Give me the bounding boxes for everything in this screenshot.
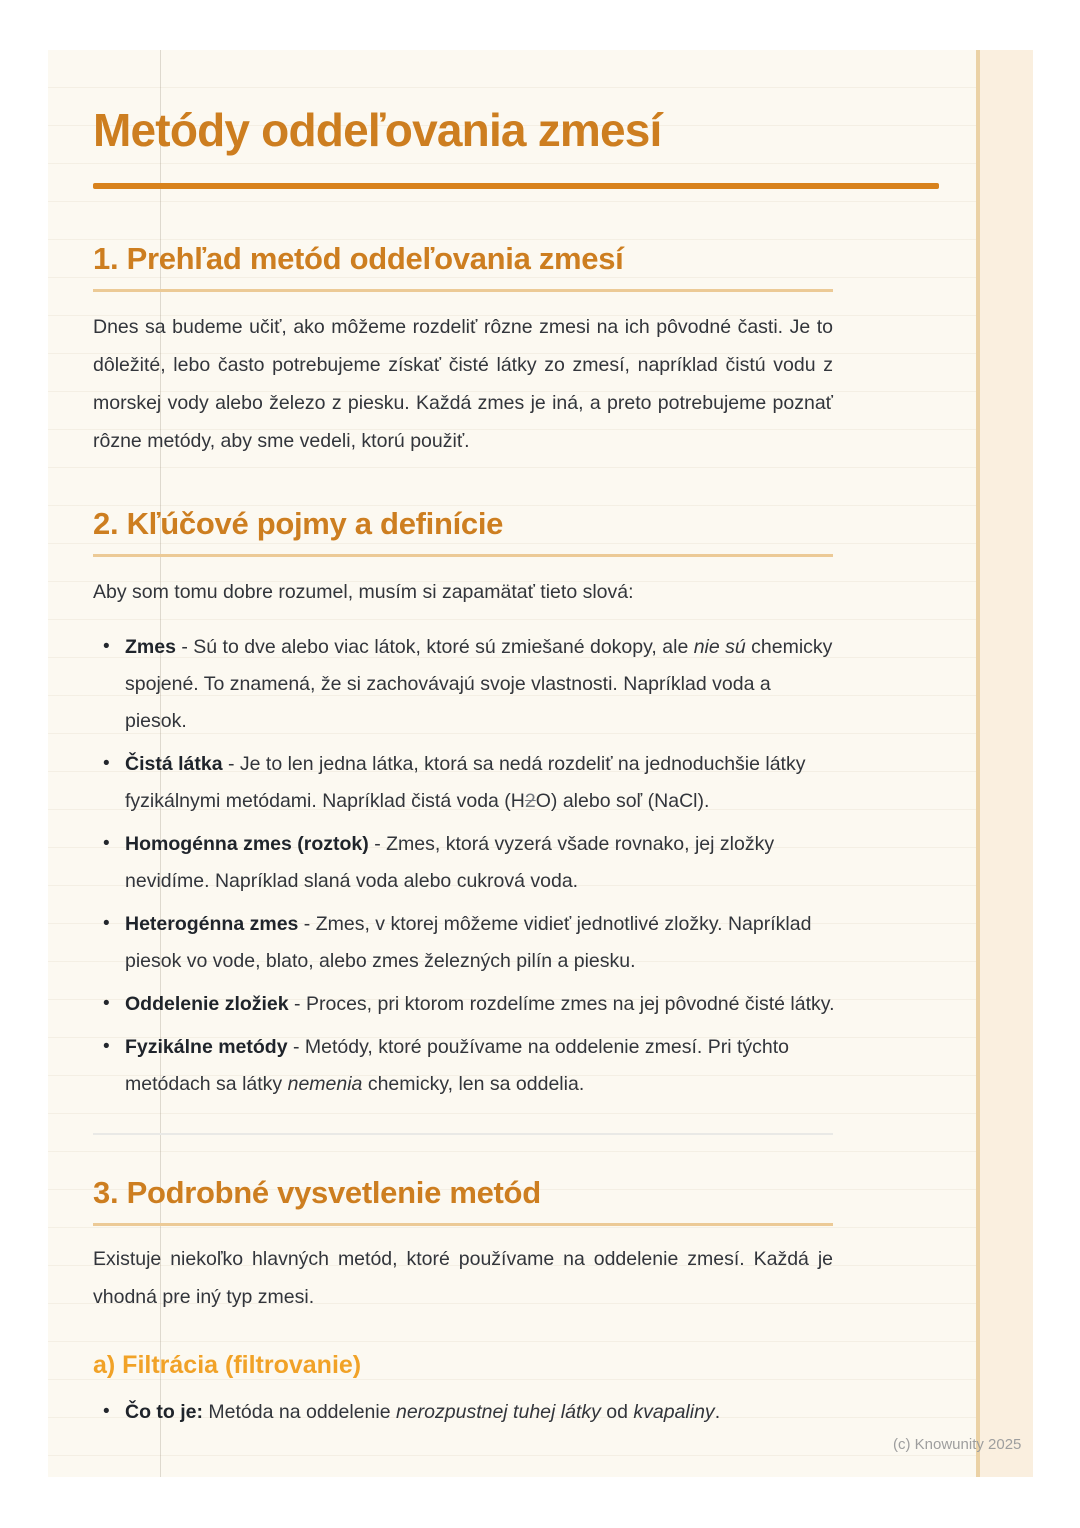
term-label: Zmes — [125, 636, 176, 658]
term-label: Homogénna zmes (roztok) — [125, 833, 369, 855]
term-item-cista-latka — [93, 746, 835, 820]
term-label: Čistá látka — [125, 753, 223, 775]
section-2-heading: 2. Kľúčové pojmy a definície — [93, 506, 504, 541]
term-text: chemicky spojené. To znamená, že si zachovávajú svoje vlastnosti. Napríklad voda a piesok. — [125, 636, 833, 732]
term-text: - Je to len jedna látka, ktorá sa nedá rozdeliť na jednoduchšie látky fyzikálnymi metódami. Napríklad čistá voda (H — [125, 753, 806, 812]
subsection-a-heading: a) Filtrácia (filtrovanie) — [93, 1351, 362, 1379]
term-text: - Proces, pri ktorom rozdelíme zmes na jej pôvodné čisté látky. — [288, 993, 835, 1015]
term-text: - Metódy, ktoré používame na oddelenie zmesí. Pri týchto metódach sa látky — [125, 1036, 790, 1095]
section-1-paragraph: Dnes sa budeme učiť, ako môžeme rozdeliť rôzne zmesi na ich pôvodné časti. Je to dôležité, lebo často potrebujeme získať čisté látky zo zmesí, napríklad čistú vodu z morskej vody alebo železo z piesku. Každá zmes je iná, a preto potrebujeme poznať rôzne metódy, aby sme vedeli, ktorú použiť. — [93, 316, 833, 452]
term-label: Čo to je: — [125, 1401, 203, 1423]
copyright-note: (c) Knowunity 2025 — [893, 1436, 1022, 1453]
term-item-zmes — [93, 629, 835, 740]
filtration-item — [93, 1394, 835, 1431]
term-item-oddelenie-zloziek — [93, 986, 835, 1023]
term-text-italic: nerozpustnej tuhej látky — [395, 1401, 601, 1423]
section-3-rule — [93, 1223, 833, 1226]
term-item-fyzikalne-metody — [93, 1029, 835, 1103]
section-1-heading: 1. Prehľad metód oddeľovania zmesí — [93, 241, 624, 276]
page-title: Metódy oddeľovania zmesí — [93, 104, 662, 156]
term-label: Oddelenie zložiek — [125, 993, 289, 1015]
term-text: - Zmes, v ktorej môžeme vidieť jednotlivé zložky. Napríklad piesok vo vode, blato, alebo zmes železných pilín a piesku. — [125, 913, 812, 972]
term-item-heterogenna-zmes — [93, 906, 835, 980]
term-label: Heterogénna zmes — [125, 913, 299, 935]
term-text-italic: nie sú — [693, 636, 746, 658]
term-text: od — [600, 1401, 634, 1423]
term-text: . — [714, 1401, 721, 1423]
section-1-rule — [93, 289, 833, 292]
section-divider — [93, 1133, 833, 1135]
section-3-heading: 3. Podrobné vysvetlenie metód — [93, 1175, 541, 1210]
notes-page-card — [48, 50, 1033, 1477]
term-text: - Zmes, ktorá vyzerá všade rovnako, jej zložky nevidíme. Napríklad slaná voda alebo cukrová voda. — [125, 833, 775, 892]
term-text: chemicky, len sa oddelia. — [362, 1073, 585, 1095]
term-label: Fyzikálne metódy — [125, 1036, 288, 1058]
term-text: O) alebo soľ (NaCl). — [535, 790, 710, 812]
term-text: - Sú to dve alebo viac látok, ktoré sú zmiešané dokopy, ale — [175, 636, 694, 658]
page-edge-strip — [976, 50, 1033, 1477]
title-rule — [93, 183, 939, 189]
filtration-list — [93, 1394, 835, 1431]
section-2-intro: Aby som tomu dobre rozumel, musím si zapamätať tieto slová: — [93, 581, 634, 603]
page-content — [48, 50, 953, 1431]
term-item-homogenna-zmes — [93, 826, 835, 900]
terms-list — [93, 629, 835, 1103]
term-text-italic: nemenia — [287, 1073, 363, 1095]
term-text-subscript: 2 — [524, 790, 536, 812]
section-3-paragraph: Existuje niekoľko hlavných metód, ktoré používame na oddelenie zmesí. Každá je vhodná pre iný typ zmesi. — [93, 1248, 833, 1308]
section-2-rule — [93, 554, 833, 557]
term-text-italic: kvapaliny — [633, 1401, 715, 1423]
term-text: Metóda na oddelenie — [203, 1401, 396, 1423]
